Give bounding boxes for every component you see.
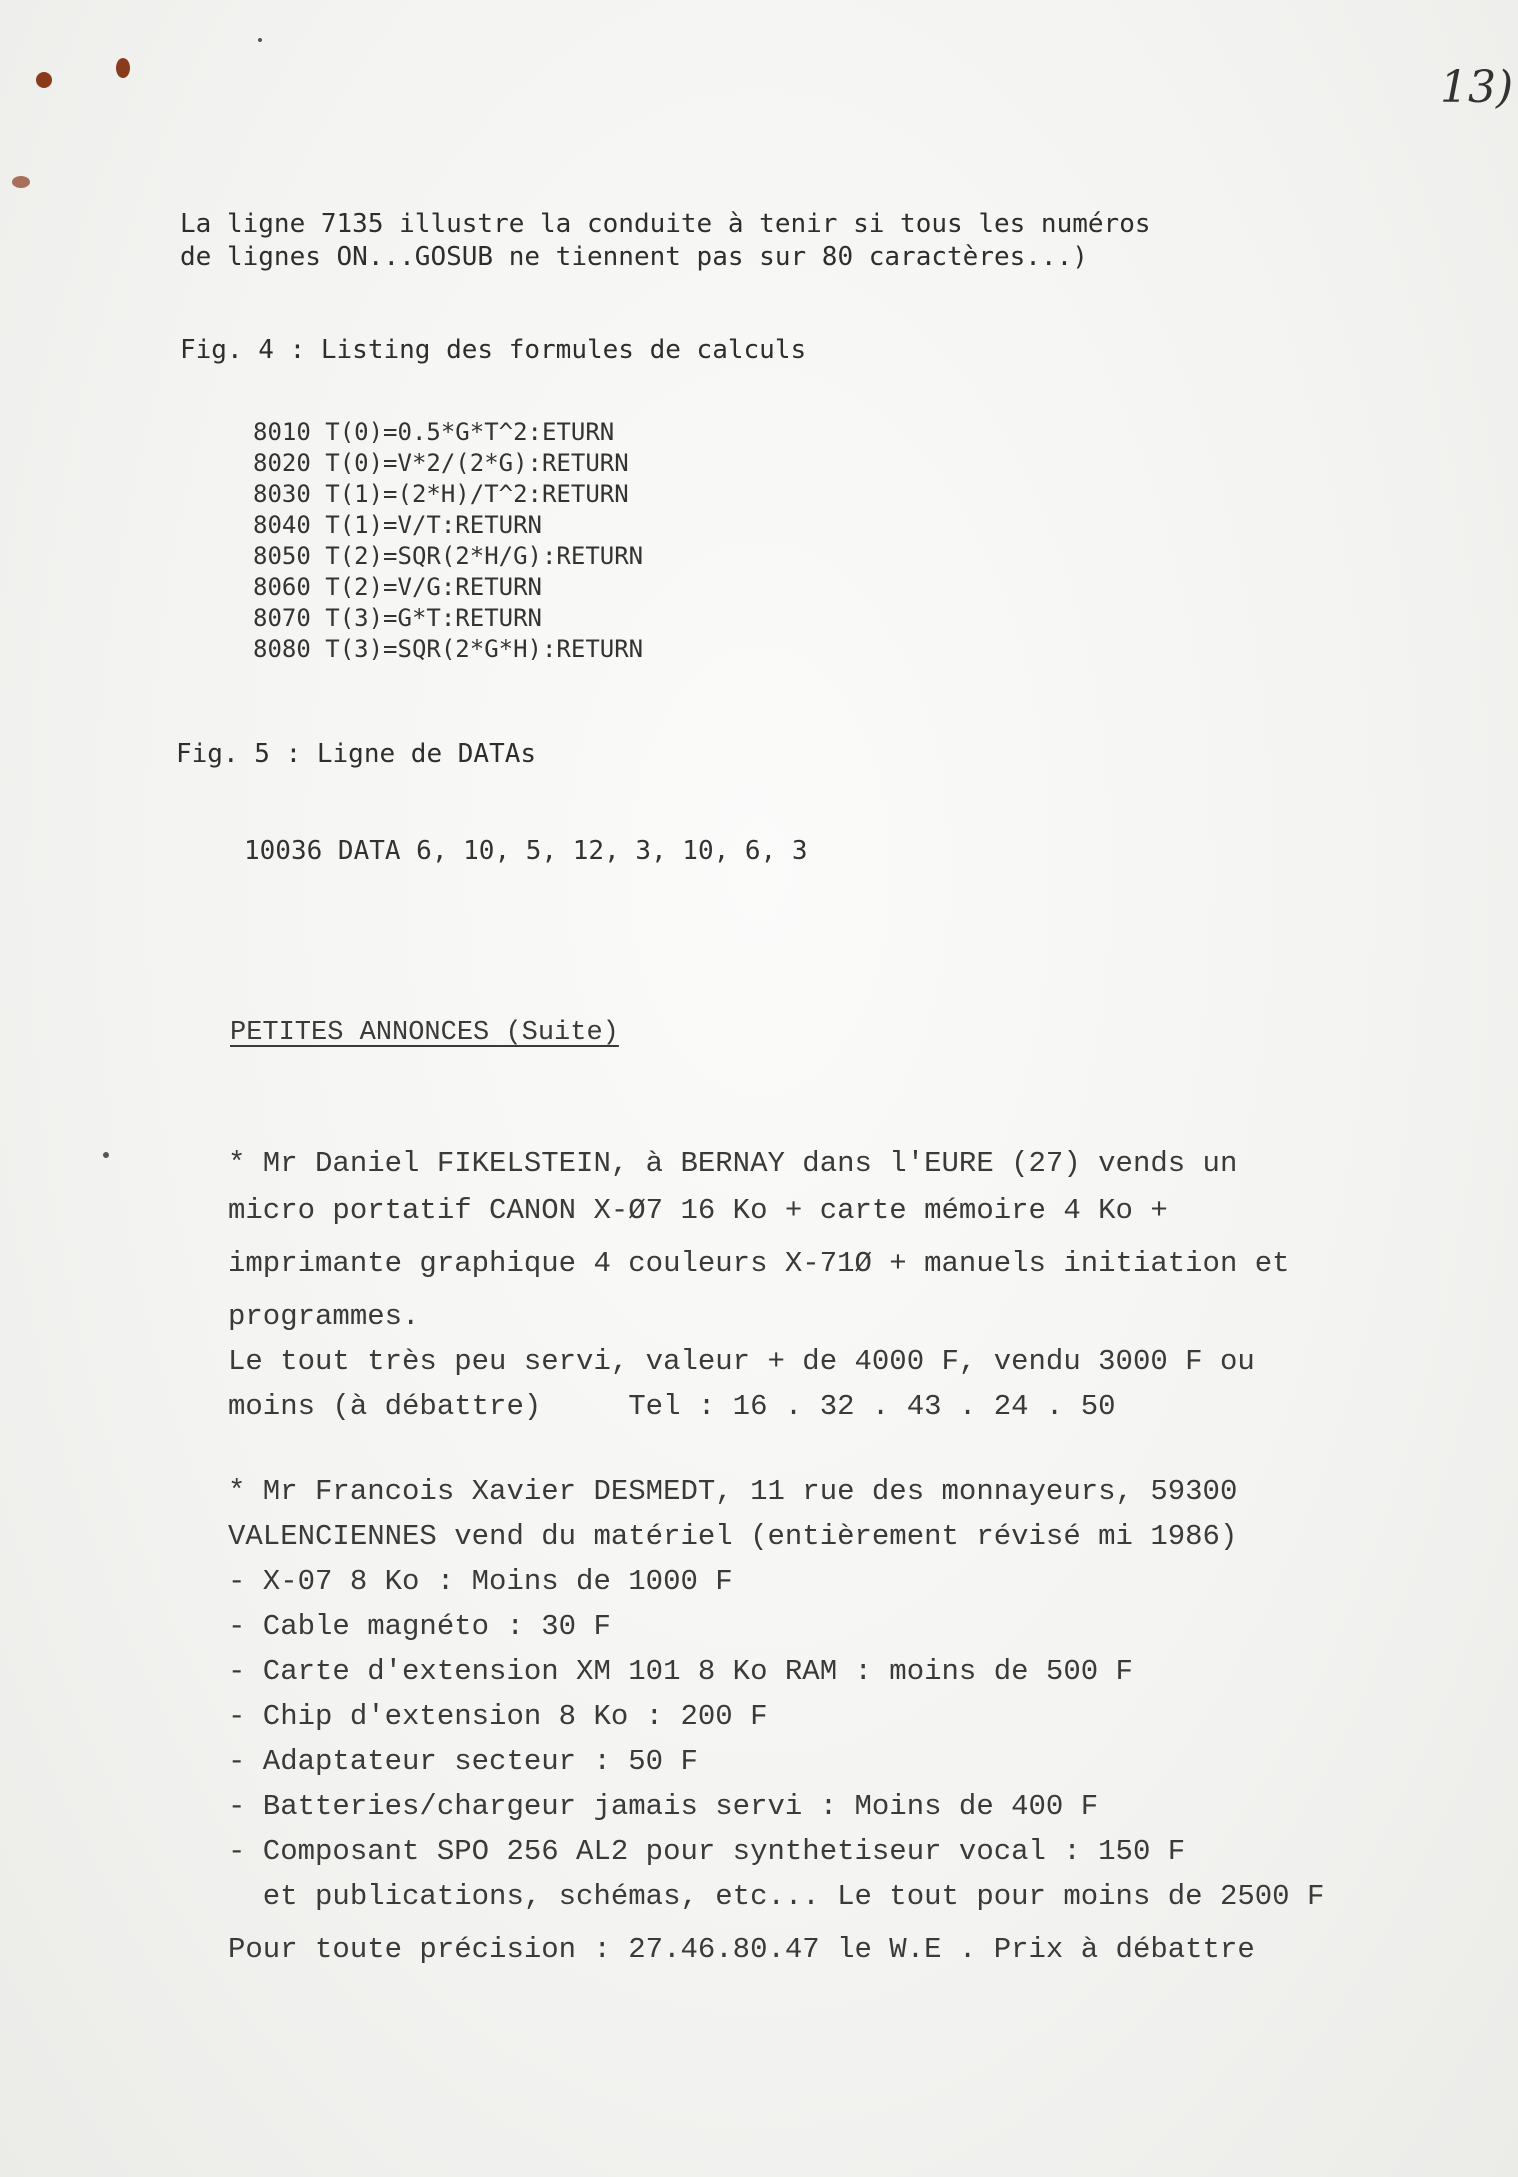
- fig4-caption: Fig. 4 : Listing des formules de calculs: [180, 335, 807, 365]
- ad2-line: - Adaptateur secteur : 50 F: [228, 1745, 698, 1778]
- code-line: 8040 T(1)=V/T:RETURN: [253, 511, 542, 539]
- ad2-line: - X-07 8 Ko : Moins de 1000 F: [228, 1565, 733, 1598]
- ad1-line: programmes.: [228, 1300, 420, 1333]
- code-line: 8050 T(2)=SQR(2*H/G):RETURN: [253, 542, 644, 570]
- ad2-line: - Composant SPO 256 AL2 pour synthetiseur vocal : 150 F: [228, 1835, 1186, 1868]
- ad2-line: - Cable magnéto : 30 F: [228, 1610, 611, 1643]
- code-line: 8060 T(2)=V/G:RETURN: [253, 573, 542, 601]
- data-line: 10036 DATA 6, 10, 5, 12, 3, 10, 6, 3: [244, 836, 808, 866]
- code-line: 8010 T(0)=0.5*G*T^2:ETURN: [253, 418, 615, 446]
- page-number: 13): [1440, 62, 1514, 113]
- speck: [103, 1152, 109, 1158]
- intro-paragraph: [180, 208, 1280, 274]
- fig5-caption: Fig. 5 : Ligne de DATAs: [176, 739, 537, 769]
- ad2-line: - Batteries/chargeur jamais servi : Moins de 400 F: [228, 1790, 1099, 1823]
- intro-line: de lignes ON...GOSUB ne tiennent pas sur 80 caractères...): [180, 242, 1088, 272]
- ad1-line: moins (à débattre) Tel : 16 . 32 . 43 . 24 . 50: [228, 1390, 1116, 1423]
- ad2-line: * Mr Francois Xavier DESMEDT, 11 rue des monnayeurs, 59300: [228, 1475, 1238, 1508]
- ad2-line: VALENCIENNES vend du matériel (entièrement révisé mi 1986): [228, 1520, 1238, 1553]
- ad1-line: imprimante graphique 4 couleurs X-71Ø + manuels initiation et: [228, 1247, 1290, 1280]
- rust-stain: [12, 176, 30, 188]
- classified-ads: [228, 1140, 1428, 1972]
- intro-line: La ligne 7135 illustre la conduite à tenir si tous les numéros: [180, 209, 1151, 239]
- code-line: 8030 T(1)=(2*H)/T^2:RETURN: [253, 480, 629, 508]
- ad2-line: et publications, schémas, etc... Le tout pour moins de 2500 F: [228, 1880, 1325, 1913]
- fig4-listing: [253, 417, 643, 665]
- code-line: 8020 T(0)=V*2/(2*G):RETURN: [253, 449, 629, 477]
- code-line: 8080 T(3)=SQR(2*G*H):RETURN: [253, 635, 644, 663]
- ad1-line: Le tout très peu servi, valeur + de 4000 F, vendu 3000 F ou: [228, 1345, 1255, 1378]
- ad1-line: * Mr Daniel FIKELSTEIN, à BERNAY dans l'EURE (27) vends un: [228, 1147, 1238, 1180]
- ads-heading: PETITES ANNONCES (Suite): [230, 1018, 619, 1048]
- code-line: 8070 T(3)=G*T:RETURN: [253, 604, 542, 632]
- rust-stain: [36, 72, 52, 88]
- ad2-line: Pour toute précision : 27.46.80.47 le W.E . Prix à débattre: [228, 1933, 1255, 1966]
- speck: [258, 38, 262, 42]
- rust-stain: [116, 58, 130, 78]
- ad2-line: - Carte d'extension XM 101 8 Ko RAM : moins de 500 F: [228, 1655, 1133, 1688]
- ad2-line: - Chip d'extension 8 Ko : 200 F: [228, 1700, 768, 1733]
- ad1-line: micro portatif CANON X-Ø7 16 Ko + carte mémoire 4 Ko +: [228, 1194, 1168, 1227]
